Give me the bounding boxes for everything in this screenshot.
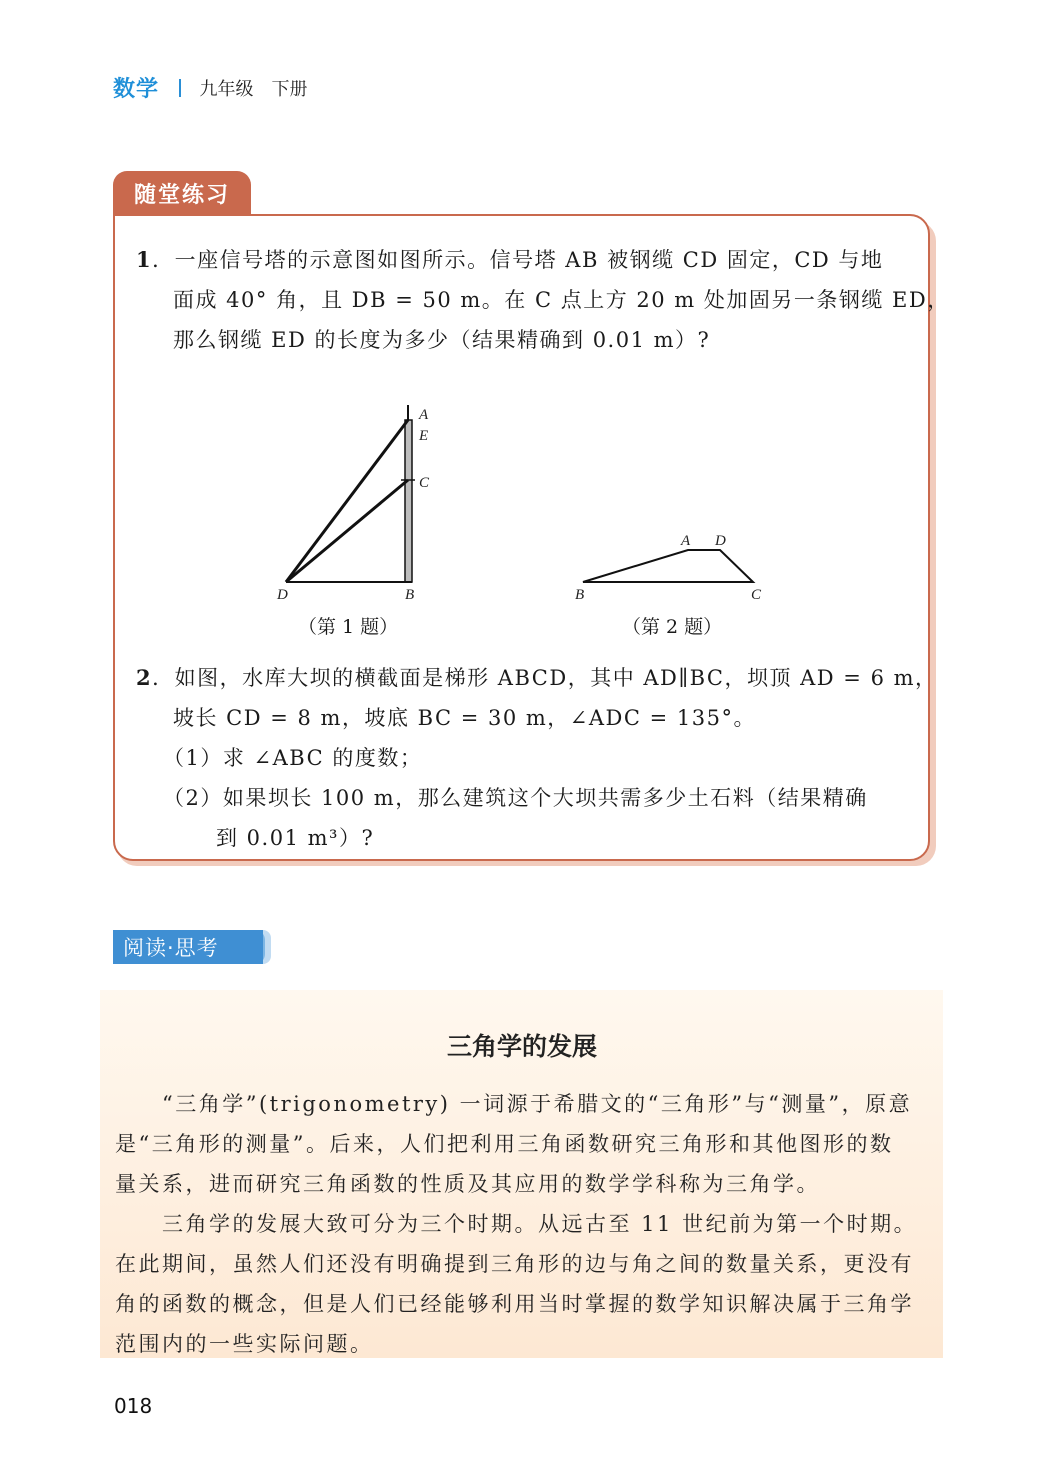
q2-number: 2 [136,665,153,690]
figure-1-signal-tower [260,395,460,610]
tower-ab [405,420,412,582]
label-a: A [681,533,691,549]
reading-tab: 阅读·思考 [113,930,263,964]
label-c: C [751,587,762,603]
figure-2-caption: （第 2 题） [622,616,723,638]
q1-line-1 [136,244,883,274]
q1-text-1: ．一座信号塔的示意图如图所示。信号塔 AB 被钢缆 CD 固定，CD 与地 [152,248,884,272]
reading-title: 三角学的发展 [446,1032,597,1061]
reading-p2-line-4: 范围内的一些实际问题。 [115,1332,374,1356]
label-d: D [715,533,726,549]
label-b: B [405,587,415,603]
q2-sub-2: （2）如果坝长 100 m，那么建筑这个大坝共需多少土石料（结果精确 [163,786,868,810]
q2-sub-1: （1）求 ∠ABC 的度数； [163,746,423,770]
q1-number: 1 [136,247,153,272]
reading-p1-line-2: 是“三角形的测量”。后来，人们把利用三角函数研究三角形和其他图形的数 [115,1132,894,1156]
q1-line-3: 那么钢缆 ED 的长度为多少（结果精确到 0.01 m）? [173,328,711,352]
q1-line-2: 面成 40° 角，且 DB = 50 m。在 C 点上方 20 m 处加固另一条钢缆 ED， [173,288,950,312]
label-c: C [419,475,430,491]
label-b: B [575,587,585,603]
label-a: A [419,407,429,423]
reading-p2-line-2: 在此期间，虽然人们还没有明确提到三角形的边与角之间的数量关系，更没有 [115,1252,914,1276]
page-header [113,72,308,103]
practice-tab: 随堂练习 [113,171,251,215]
reading-p2-line-3: 角的函数的概念，但是人们已经能够利用当时掌握的数学知识解决属于三角学 [115,1292,914,1316]
cable-cd [286,480,408,582]
reading-p1-line-1: “三角学”(trigonometry) 一词源于希腊文的“三角形”与“测量”，原意 [162,1092,913,1116]
q2-line-1 [136,662,938,692]
subject-title: 数学 [113,77,160,102]
label-e: E [419,428,429,444]
q2-text-1: ．如图，水库大坝的横截面是梯形 ABCD，其中 AD∥BC，坝顶 AD = 6 m， [152,666,938,690]
cable-ed [286,420,408,582]
trapezoid-abcd [583,550,753,582]
reading-p1-line-3: 量关系，进而研究三角函数的性质及其应用的数学学科称为三角学。 [115,1172,820,1196]
page-number: 018 [114,1394,153,1418]
figure-2-dam [565,525,775,610]
reading-p2-line-1: 三角学的发展大致可分为三个时期。从远古至 11 世纪前为第一个时期。 [162,1212,918,1236]
header-divider [179,79,181,97]
book-volume: 下册 [271,78,308,100]
grade-label: 九年级 [199,78,254,100]
q2-line-2: 坡长 CD = 8 m，坡底 BC = 30 m，∠ADC = 135°。 [173,706,756,730]
figure-1-caption: （第 1 题） [298,616,399,638]
label-d: D [277,587,288,603]
q2-sub-2-cont: 到 0.01 m³）? [216,826,375,850]
